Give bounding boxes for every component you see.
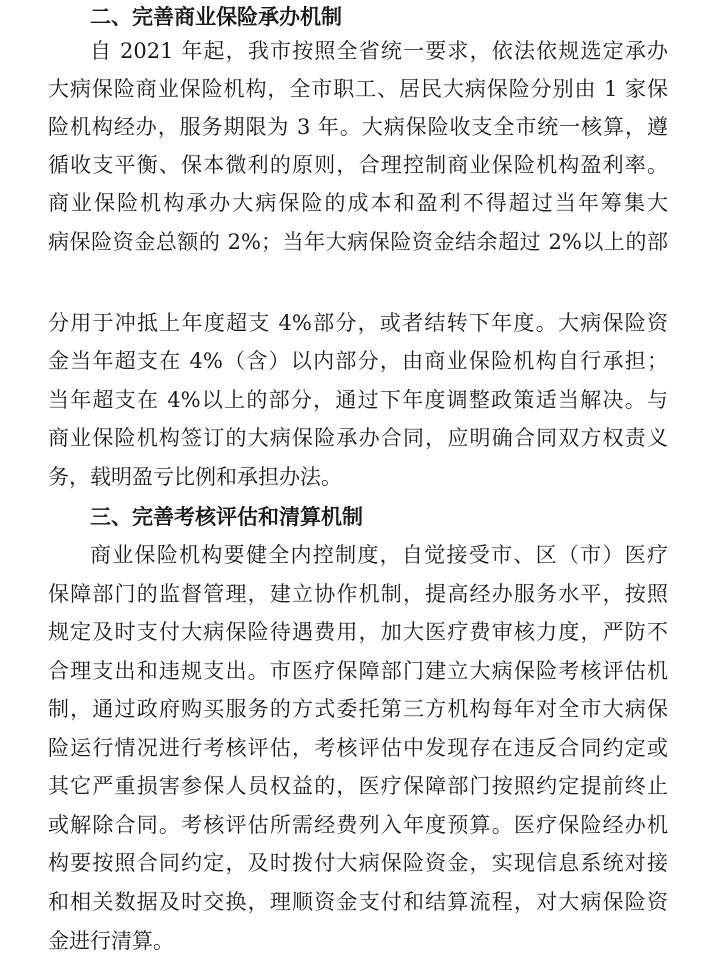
paragraph-line: 自 2021 年起，我市按照全省统一要求，依法依规选定承办 xyxy=(90,39,668,63)
paragraph-line: 规定及时支付大病保险待遇费用，加大医疗费审核力度，严防不 xyxy=(48,620,668,644)
paragraph-line: 或解除合同。考核评估所需经费列入年度预算。医疗保险经办机 xyxy=(48,813,668,837)
paragraph-line: 金进行清算。 xyxy=(48,929,174,953)
section-heading-3: 三、完善考核评估和清算机制 xyxy=(90,505,363,529)
paragraph-line: 循收支平衡、保本微利的原则，合理控制商业保险机构盈利率。 xyxy=(48,153,668,177)
section-heading-2: 二、完善商业保险承办机制 xyxy=(90,5,342,29)
paragraph-line: 险机构经办，服务期限为 3 年。大病保险收支全市统一核算，遵 xyxy=(48,115,668,139)
paragraph-line: 当年超支在 4%以上的部分，通过下年度调整政策适当解决。与 xyxy=(48,388,668,412)
paragraph-line: 商业保险机构承办大病保险的成本和盈利不得超过当年筹集大 xyxy=(48,191,668,215)
paragraph-line: 和相关数据及时交换，理顺资金支付和结算流程，对大病保险资 xyxy=(48,890,668,914)
paragraph-line: 险运行情况进行考核评估，考核评估中发现存在违反合同约定或 xyxy=(48,736,668,760)
paragraph-line: 商业保险机构签订的大病保险承办合同，应明确合同双方权责义 xyxy=(48,426,668,450)
paragraph-line: 金当年超支在 4%（含）以内部分，由商业保险机构自行承担； xyxy=(48,349,668,373)
paragraph-line: 商业保险机构要健全内控制度，自觉接受市、区（市）医疗 xyxy=(90,543,668,567)
paragraph-line: 大病保险商业保险机构，全市职工、居民大病保险分别由 1 家保 xyxy=(48,77,668,101)
paragraph-line: 构要按照合同约定，及时拨付大病保险资金，实现信息系统对接 xyxy=(48,851,668,875)
paragraph-line: 其它严重损害参保人员权益的，医疗保障部门按照约定提前终止 xyxy=(48,774,668,798)
paragraph-line: 制，通过政府购买服务的方式委托第三方机构每年对全市大病保 xyxy=(48,697,668,721)
paragraph-line: 保障部门的监督管理，建立协作机制，提高经办服务水平，按照 xyxy=(48,582,668,606)
paragraph-line: 务，载明盈亏比例和承担办法。 xyxy=(48,465,342,489)
paragraph-line: 分用于冲抵上年度超支 4%部分，或者结转下年度。大病保险资 xyxy=(48,311,668,335)
paragraph-line: 合理支出和违规支出。市医疗保障部门建立大病保险考核评估机 xyxy=(48,659,668,683)
paragraph-line: 病保险资金总额的 2%；当年大病保险资金结余超过 2%以上的部 xyxy=(48,230,668,254)
